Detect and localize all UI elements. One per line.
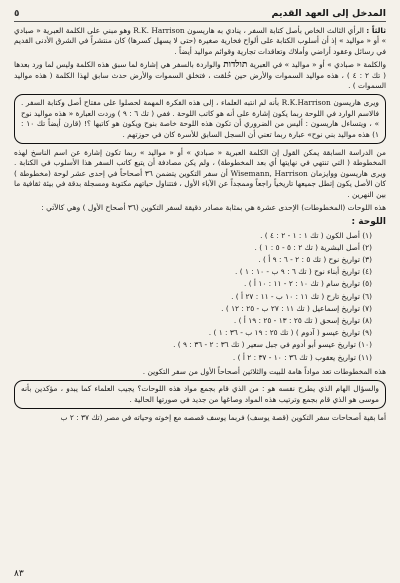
paragraph-tablets-note: هذه المخطوطات تعد مواداً هامة للبيت والثلاثين أصحاحاً الأول من سفر التكوين . [142,366,386,376]
list-heading: اللوحة : [351,216,386,227]
latin-name: R.K. Harrison [133,26,185,35]
paragraph-tablets-intro: هذه اللوحات (المخطوطات) الإحدى عشرة هي بمثابة مصادر دقيقة لسفر التكوين (٣٦ أصحاح الأول ) وهي كالآتي : [41,203,386,213]
list-item: (٩) تواريخ عيسو ( آدوم ) ( تك ٢٥ : ١٩ ب - ٣٦ : ١ ) . [208,328,372,338]
highlighted-box-harrison: ويرى هاريسون R.K.Harrison بأنه لم انتبه العلماء ، إلى هذه الفكرة المهمة لحصلوا على مفتاح أصل وكتابة السفر . فالاسم الوارد في اللوحة ربما يكون إشارة على أنه هو كاتب اللوحة . ففي ( تك ٦ : ٩ ) وردت العبارة « هذه مواليد نوح » ، ويتساءل هاريسون : أليس من الضروري أن تكون هذه اللوحة خاصة بنوح ويكون هو كاتبها ؟! (قارن أيضاً تك ١٠ : ١) هذه مواليد بني نوح» عبارة ربما تعني أن السجل السابق للأسرة كان في حوزتهم . [14,94,386,144]
highlighted-box-question: والسؤال الهام الذي يطرح نفسه هو : من الذي قام بجمع مواد هذه اللوحات؟ يجيب العلماء كما يبدو ، مؤكدين بأنه موسى هو الذي قام بجمع وترتيب هذه المواد وصاغها من جديد في صورتها الحالية . [14,380,386,409]
paragraph-study-conclusion: من الدراسة السابقة يمكن القول إن الكلمة العبرية « صبادي » أو « مواليد » ربما تكون إشارة عن اسم الناسخ لهذه المخطوطة ( التي تنتهي في نهايتها أي بعد المخطوطة) ، ولم يكن مصادفة أن يتبع كاتب السفر هذا الأسلوب في الكتابة . ويرى هاريسون ووايزمان Wisemann, Harrison أن سفر التكوين يتضمن ٣٦ أصحاحاً في إحدى عشر لوحة (مخطوطة ) كان الأصل يكون إتطل جميعها تاريخياً راجعاً وممجداً عن الآباء الأول ، فتتناول حياتهم مكتوبة ومسجلة بدقة في بيئة ثقافية ما بين النهرين . [14,148,386,199]
list-item: (٢) أصل البشرية ( تك ٢ : ٥ - ٥ : ١ ) . [254,242,372,252]
hebrew-word: תולדות [223,60,248,71]
list-item: (٤) تواريخ أبناء نوح ( تك ٦ : ٩ ب - ١٠ : ١ ) . [235,267,372,277]
list-item: (١٠) تواريخ عيسو أبو أدوم في جبل سعير ( تك ٣٦ : ٢ - ٣٦ : ٩ ) . [173,340,372,350]
list-item: (٦) تواريخ تارح ( تك ١١ : ١٠ ب - ١١ : ٢٧ أ ) . [231,291,372,301]
latin-name: R.K.Harrison [281,98,331,108]
list-item: (٧) تواريخ إسماعيل ( تك ١١ : ٢٧ ب - ٢٥ : ١٢ ) . [221,303,372,313]
list-item: (٥) تواريخ سام ( تك ١٠ : ٢ - ١١ : ١٠ أ ) . [244,279,372,289]
paragraph-hebrew-word: والكلمة « صبادي » أو « مواليد » في العبرية תולדות والواردة بالسفر هي إشارة لما سبق هذه الكلمة وليس لما ورد بعدها ( تك ٢ : ٤ ) ، هذه مواليد السموات والأرض حين خُلقت ، فتخلق السموات والأرض حدث سابق لهذا الكلمة ( هذه مواليد السموات ) . [14,60,387,91]
paragraph-third-view: ثالثاً : الرأي الثالث الخاص بأصل كتابة السفر ، ينادي به هاريسون R.K. Harrison وهو مبني على الكلمة العبرية « صبادي » أو « مواليد » إذ أن أسلوب الكتابة على ألواح فخارية صغيرة (حتى لا يسهل كسرها) كان منتشراً في الشرق الأدنى القديم في رسائل وعقود أراضي وأملاك وتعاقدات تجارية وقوائم مواليد أيضاً . [14,26,386,56]
paragraph-remaining-chapters: أما بقية أصحاحات سفر التكوين (قصة يوسف) فربما يوسف قصصه مع إخوته وحياته في مصر (تك ٣٧ : ٢ ب [60,412,386,422]
list-item: (٣) تواريخ نوح ( تك ٥ : ٢ - ٦ : ٩ أ ) . [258,254,372,264]
running-header [14,8,386,22]
paragraph-lead: ثالثاً : [366,26,386,35]
page-number: ٨٣ [14,569,24,579]
running-title: المدخل إلى العهد القديم [271,8,386,19]
tablets-list [14,230,386,364]
list-item: (١) أصل الكون ( تك ١ : ١ - ٢ : ٤ ) . [260,230,372,240]
header-mark: ٥ [14,8,20,19]
list-item: (١١) تواريخ يعقوب ( تك ٣٦ : ١٠ - ٣٧ : ٢ أ ) . [232,352,372,362]
list-item: (٨) تواريخ إسحق ( تك ٢٥ : ١٣ - ٢٥ : ١٩ أ ) . [233,315,372,325]
latin-names: Wisemann, Harrison [230,168,308,178]
